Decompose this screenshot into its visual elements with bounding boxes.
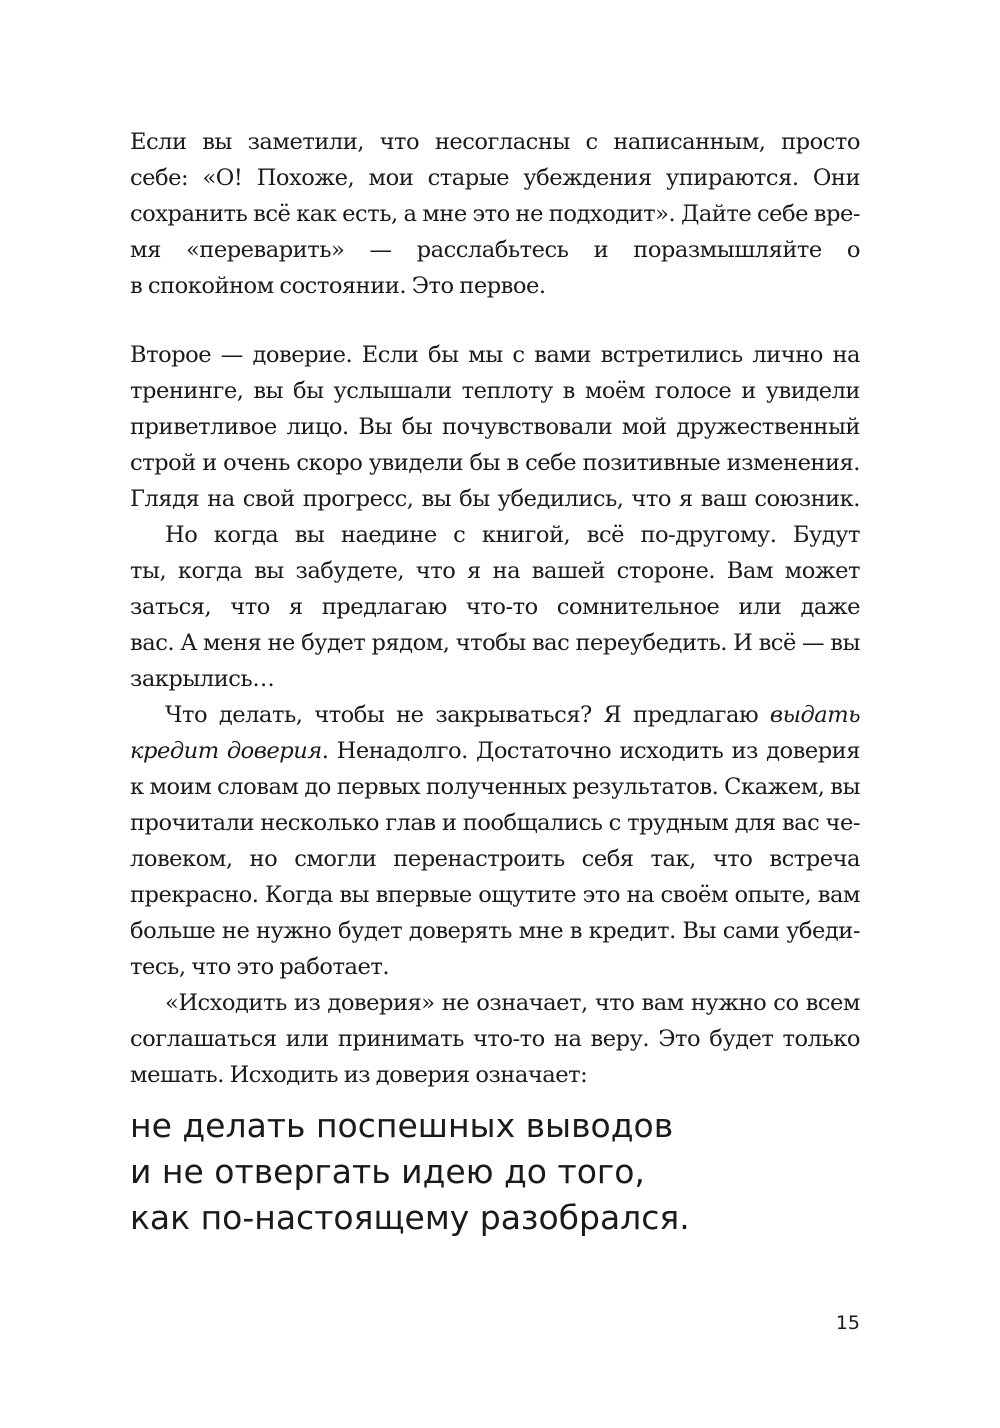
text-run: Что делать, чтобы не закрываться? Я предлагаю [165,702,770,728]
text-line: прекрасно. Когда вы впервые ощутите это на своём опыте, вам [130,882,860,908]
text-line: ты, когда вы забудете, что я на вашей стороне. Вам может [130,558,860,584]
text-line: заться, что я предлагаю что-то сомнительное или даже [130,594,860,620]
pull-quote-line: и не отвергать идею до того, [130,1152,645,1191]
text-line: прочитали несколько глав и пообщались с трудным для вас че- [130,810,860,836]
text-line: соглашаться или принимать что-то на веру. Это будет только [130,1026,860,1052]
text-line: сохранить всё как есть, а мне это не подходит». Дайте себе вре- [130,201,860,227]
emphasis-text: кредит доверия [130,738,322,764]
page-number: 15 [835,1312,860,1334]
text-line: Глядя на свой прогресс, вы бы убедились, что я ваш союзник. [130,486,860,512]
text-line: «Исходить из доверия» не означает, что вам нужно со всем [165,990,860,1016]
text-line: Второе — доверие. Если бы мы с вами встретились лично на [130,342,860,368]
text-line: вас. А меня не будет рядом, чтобы вас переубедить. И всё — вы [130,630,860,656]
text-line: ловеком, но смогли перенастроить себя так, что встреча [130,846,860,872]
text-line: Но когда вы наедине с книгой, всё по-другому. Будут [165,522,860,548]
text-line: закрылись… [130,666,275,692]
text-line: мя «переварить» — расслабьтесь и поразмышляйте о [130,237,860,263]
text-run: . Ненадолго. Достаточно исходить из доверия [321,738,860,764]
text-line: Если вы заметили, что несогласны с написанным, просто [130,129,860,155]
pull-quote-line: как по-настоящему разобрался. [130,1198,690,1237]
text-line [165,697,860,733]
text-line: к моим словам до первых полученных результатов. Скажем, вы [130,774,860,800]
text-line [130,733,860,769]
text-line: в спокойном состоянии. Это первое. [130,273,546,299]
pull-quote-line: не делать поспешных выводов [130,1106,674,1145]
text-line: себе: «О! Похоже, мои старые убеждения упираются. Они [130,165,860,191]
text-line: приветливое лицо. Вы бы почувствовали мой дружественный [130,414,860,440]
emphasis-text: выдать [769,702,860,728]
text-line: тесь, что это работает. [130,954,390,980]
text-line: больше не нужно будет доверять мне в кредит. Вы сами убеди- [130,918,860,944]
text-line: строй и очень скоро увидели бы в себе позитивные изменения. [130,450,860,476]
text-line: мешать. Исходить из доверия означает: [130,1062,588,1088]
text-line: тренинге, вы бы услышали теплоту в моём голосе и увидели [130,378,860,404]
